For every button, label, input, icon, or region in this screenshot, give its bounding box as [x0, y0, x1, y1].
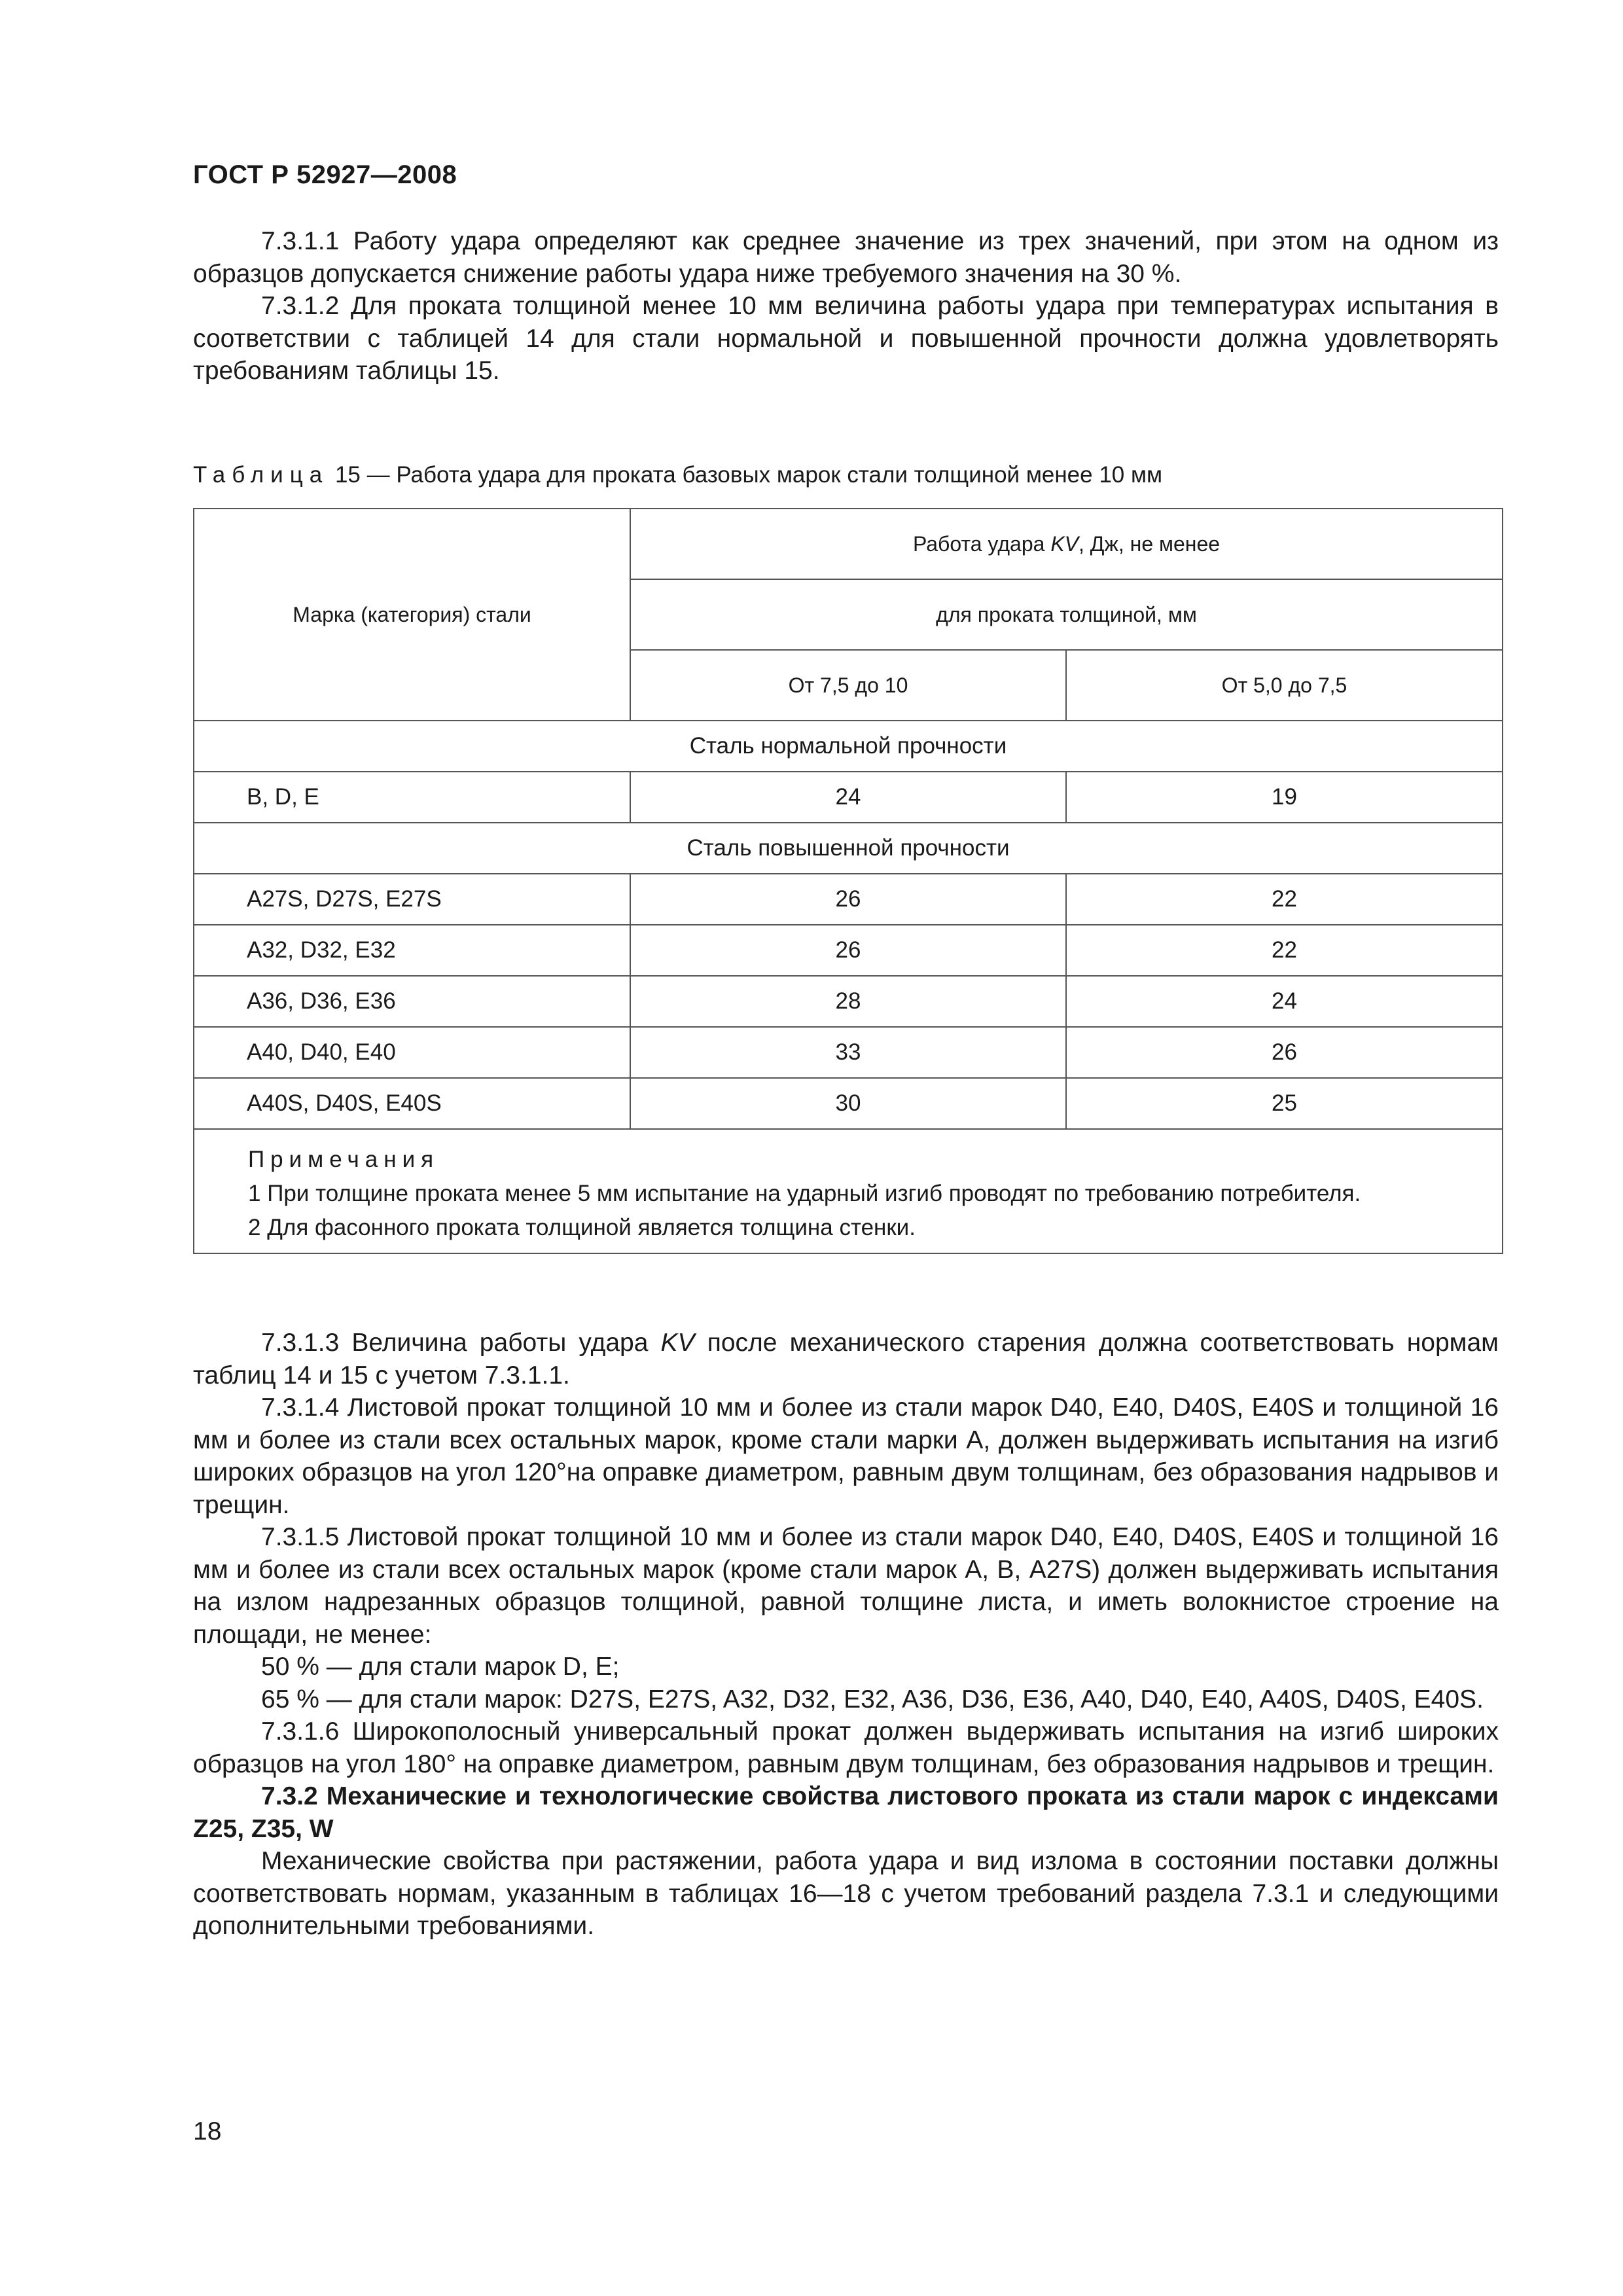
header-grade: Марка (категория) стали [194, 509, 630, 721]
paragraph-7315: 7.3.1.5 Листовой прокат толщиной 10 мм и более из стали марок D40, E40, D40S, E40S и толщиной 16 мм и более из стали всех остальных марок (кроме стали марок А, В, A27S) должен выдерживать испытания на излом надрезанных образцов толщиной, равной толщине листа, и иметь волокнистое строение на площади, не менее: [193, 1523, 1499, 1649]
note-1: 1 При толщине проката менее 5 мм испытание на ударный изгиб проводят по требованию потребителя. [248, 1181, 1361, 1206]
header-col2: От 5,0 до 7,5 [1066, 650, 1503, 721]
value-cell: 19 [1066, 772, 1503, 823]
table-row [194, 925, 1503, 976]
paragraph-65-percent: 65 % — для стали марок: D27S, E27S, A32, D32, E32, A36, D36, E36, A40, D40, E40, A40S, D40S, E40S. [261, 1685, 1484, 1713]
table-caption-prefix: Таблица [193, 462, 329, 488]
value-cell: 25 [1066, 1078, 1503, 1129]
table-row [194, 976, 1503, 1027]
intro-text [193, 225, 1499, 387]
page-number: 18 [193, 2117, 222, 2145]
table-row [194, 1027, 1503, 1078]
paragraph-7311: 7.3.1.1 Работу удара определяют как среднее значение из трех значений, при этом на одном из образцов допускается снижение работы удара ниже требуемого значения на 30 %. [193, 227, 1499, 288]
grade-cell: A40S, D40S, E40S [194, 1078, 630, 1129]
table-row [194, 772, 1503, 823]
value-cell: 22 [1066, 874, 1503, 925]
header-thickness: для проката толщиной, мм [630, 579, 1503, 650]
header-col1: От 7,5 до 10 [630, 650, 1066, 721]
value-cell: 26 [630, 874, 1066, 925]
value-cell: 26 [630, 925, 1066, 976]
paragraph-732: Механические свойства при растяжении, работа удара и вид излома в состоянии поставки должны соответствовать нормам, указанным в таблицах 16—18 с учетом требований раздела 7.3.1 и следующими дополнительными требованиями. [193, 1847, 1499, 1940]
paragraph-7316: 7.3.1.6 Широкополосный универсальный прокат должен выдерживать испытания на изгиб широких образцов на угол 180° на оправке диаметром, равным двум толщинам, без образования надрывов и трещин. [193, 1717, 1499, 1778]
value-cell: 24 [630, 772, 1066, 823]
impact-work-table [193, 508, 1503, 1254]
value-cell: 33 [630, 1027, 1066, 1078]
body-text [193, 1327, 1499, 1943]
section-normal-strength: Сталь нормальной прочности [194, 721, 1503, 772]
paragraph-7313: 7.3.1.3 Величина работы удара KV после механического старения должна соответствовать нормам таблиц 14 и 15 с учетом 7.3.1.1. [193, 1329, 1499, 1390]
header-work: Работа удара KV, Дж, не менее [630, 509, 1503, 579]
paragraph-7314: 7.3.1.4 Листовой прокат толщиной 10 мм и более из стали марок D40, E40, D40S, E40S и толщиной 16 мм и более из стали всех остальных марок, кроме стали марки А, должен выдерживать испытания на изгиб широких образцов на угол 120°на оправке диаметром, равным двум толщинам, без образования надрывов и трещин. [193, 1393, 1499, 1519]
value-cell: 24 [1066, 976, 1503, 1027]
table-caption [193, 462, 1162, 488]
table-row [194, 874, 1503, 925]
document-header: ГОСТ Р 52927—2008 [193, 160, 457, 189]
notes-title: Примечания [248, 1147, 440, 1172]
grade-cell: A27S, D27S, E27S [194, 874, 630, 925]
grade-cell: A40, D40, E40 [194, 1027, 630, 1078]
grade-cell: A36, D36, E36 [194, 976, 630, 1027]
grade-cell: B, D, E [194, 772, 630, 823]
section-high-strength: Сталь повышенной прочности [194, 823, 1503, 874]
value-cell: 28 [630, 976, 1066, 1027]
table-caption-text: 15 — Работа удара для проката базовых марок стали толщиной менее 10 мм [329, 462, 1163, 488]
table-row [194, 1078, 1503, 1129]
heading-732: 7.3.2 Механические и технологические свойства листового проката из стали марок с индексами Z25, Z35, W [193, 1782, 1499, 1843]
value-cell: 30 [630, 1078, 1066, 1129]
paragraph-7312: 7.3.1.2 Для проката толщиной менее 10 мм величина работы удара при температурах испытания в соответствии с таблицей 14 для стали нормальной и повышенной прочности должна удовлетворять требованиям таблицы 15. [193, 292, 1499, 385]
table-notes [194, 1129, 1503, 1253]
grade-cell: A32, D32, E32 [194, 925, 630, 976]
paragraph-50-percent: 50 % — для стали марок D, E; [261, 1653, 620, 1681]
value-cell: 22 [1066, 925, 1503, 976]
value-cell: 26 [1066, 1027, 1503, 1078]
note-2: 2 Для фасонного проката толщиной является толщина стенки. [248, 1215, 916, 1240]
